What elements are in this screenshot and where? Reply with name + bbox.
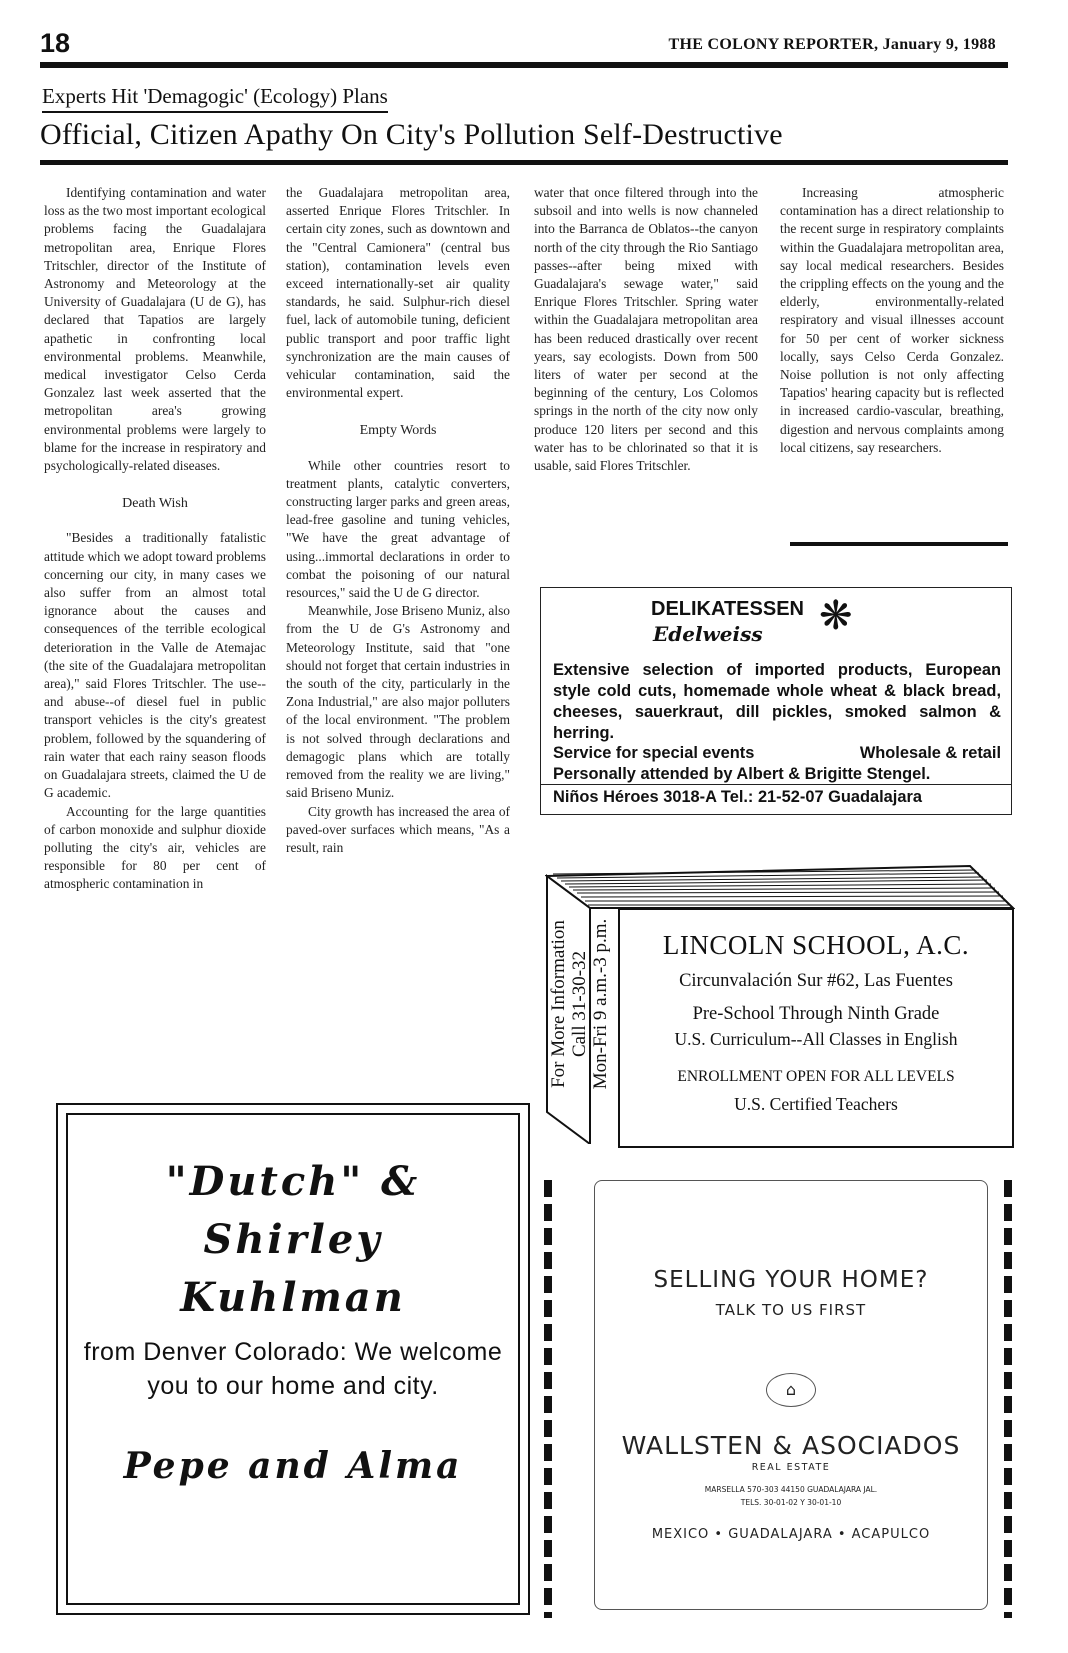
- wallsten-phones: TELS. 30-01-02 Y 30-01-10: [740, 1498, 842, 1507]
- deli-address-row: [553, 788, 1001, 807]
- headline-rule: [40, 160, 1008, 165]
- lincoln-enrollment: ENROLLMENT OPEN FOR ALL LEVELS: [677, 1068, 955, 1085]
- lincoln-contact-side: [548, 888, 616, 1120]
- wallsten-real-estate-ad: [594, 1180, 988, 1610]
- wallsten-name: WALLSTEN & ASOCIADOS: [621, 1431, 961, 1460]
- deli-wholesale: Wholesale & retail: [859, 744, 1001, 762]
- deli-attended: Personally attended by Albert & Brigitte Stengel.: [553, 765, 931, 783]
- deli-address-divider: [541, 784, 1011, 785]
- wallsten-subline: TALK TO US FIRST: [715, 1301, 867, 1319]
- welcome-signature: Pepe and Alma: [123, 1445, 463, 1487]
- lincoln-grades: Pre-School Through Ninth Grade: [692, 1004, 940, 1024]
- welcome-name-line: Kuhlman: [180, 1274, 406, 1321]
- article-headline: Official, Citizen Apathy On City's Pollution Self-Destructive: [40, 118, 783, 151]
- page-number: 18: [40, 28, 71, 58]
- wallsten-tagline: REAL ESTATE: [751, 1462, 831, 1473]
- deli-script-name: Edelweiss: [653, 622, 763, 646]
- lincoln-school-ad: [618, 908, 1014, 1148]
- deli-name: DELIKATESSEN: [651, 598, 804, 620]
- column-end-rule: [790, 542, 1008, 546]
- deli-address: Niños Héroes 3018-A Tel.: 21-52-07 Guadalajara: [553, 788, 922, 806]
- article-paragraph: the Guadalajara metropolitan area, asserted Enrique Flores Tritschler. In certain city zones, such as downtown and the "Central Camionera" (central bus station), contamination levels even exceed internationally-set air quality standards, he said. Sulphur-rich diesel fuel, lack of automobile tuning, deficient public transport and poor traffic light synchronization are the main causes of vehicular contamination, said the environmental expert.: [286, 185, 510, 401]
- subhead-death-wish: Death Wish: [122, 496, 188, 512]
- welcome-name-line: Shirley: [203, 1216, 383, 1263]
- welcome-ad-inner-frame: [66, 1113, 520, 1605]
- masthead-rule: [40, 62, 1008, 68]
- wallsten-logo-icon: ⌂: [766, 1373, 816, 1407]
- lincoln-teachers: U.S. Certified Teachers: [734, 1094, 898, 1114]
- wallsten-address: MARSELLA 570-303 44150 GUADALAJARA JAL.: [704, 1485, 878, 1494]
- lincoln-side-line: Mon-Fri 9 a.m.-3 p.m.: [590, 918, 611, 1090]
- welcome-name-line: "Dutch" &: [165, 1158, 421, 1205]
- welcome-ad: [56, 1103, 530, 1615]
- delikatessen-ad: [540, 587, 1012, 815]
- article-paragraph: Increasing atmospheric contamination has a direct relationship to the recent surge in respiratory complaints within the Guadalajara metropolitan area, say local medical researchers. Besides the crippling effects on the young and the elderly, environmentally-related respiratory and visual illnesses account for 50 per cent of worker sickness locally, says Celso Cerda Gonzalez. Noise pollution is not only affecting Tapatios' hearing capacity but is reflected in increased cardio-vascular, breathing, digestion and nervous complaints among local citizens, say researchers.: [780, 185, 1004, 455]
- article-column-2: [286, 184, 510, 857]
- ad-border-left: [544, 1180, 552, 1618]
- lincoln-side-line: Call 31-30-32: [569, 950, 590, 1058]
- lincoln-curriculum: U.S. Curriculum--All Classes in English: [674, 1029, 958, 1049]
- subhead-empty-words: Empty Words: [359, 423, 437, 439]
- article-paragraph: City growth has increased the area of paved-over surfaces which means, "As a result, rain: [286, 803, 510, 855]
- deli-attended-row: [553, 765, 1001, 784]
- deli-service-row: [553, 744, 1001, 763]
- edelweiss-flower-icon: ❋: [819, 594, 853, 638]
- ad-border-right: [1004, 1180, 1012, 1618]
- deli-description: Extensive selection of imported products, European style cold cuts, homemade whole wheat & black bread, cheeses, sauerkraut, dill pickles, smoked salmon & herring.: [553, 661, 1001, 742]
- article-paragraph: Meanwhile, Jose Briseno Muniz, also from the U de G's Astronomy and Meteorology Institute, said that "one should not forget that certain industries in the south of the city, particularly in the Zona Industrial," are also major polluters of the local environment. "The problem is not solved through declarations and demagogic plans which are totally removed from the reality we are living," said Briseno Muniz.: [286, 603, 510, 801]
- wallsten-headline: SELLING YOUR HOME?: [653, 1267, 929, 1293]
- article-paragraph: While other countries resort to treatment plants, catalytic converters, constructing larger parks and green areas, lead-free gasoline and tuning vehicles, "We have the great advantage of using...immortal declarations in order to combat the poisoning of our natural resources," said the U de G director.: [286, 457, 510, 601]
- article-column-4: [780, 184, 1004, 457]
- welcome-message: from Denver Colorado: We welcome you to our home and city.: [83, 1338, 503, 1400]
- article-paragraph: Identifying contamination and water loss as the two most important ecological problems facing the Guadalajara metropolitan area, Enrique Flores Tritschler, director of the Institute of Astronomy and Meteorology at the University of Guadalajara (U de G), has declared that Tapatios are largely apathetic in confronting local environmental problems. Meanwhile, medical investigator Celso Cerda Gonzalez last week asserted that the metropolitan area's growing environmental problems were largely to blame for the increase in respiratory and psychologically-related diseases.: [44, 185, 266, 474]
- article-paragraph: water that once filtered through into the subsoil and into wells is now channeled into the Barranca de Oblatos--the canyon north of the city through the Rio Santiago passes--after being mixed with Guadalajara's sewage water," said Enrique Flores Tritschler. Spring water within the Guadalajara metropolitan area has been reduced drastically over recent years, say ecologists. Down from 500 liters of water per second at the beginning of the century, Los Colomos springs in the north of the city now only produce 120 liters per second and this water has to be chlorinated so that it is usable, said Flores Tritschler.: [534, 185, 758, 474]
- article-kicker: Experts Hit 'Demagogic' (Ecology) Plans: [42, 84, 388, 113]
- lincoln-side-line: For More Information: [548, 920, 569, 1088]
- article-column-3: [534, 184, 758, 475]
- deli-service: Service for special events: [553, 744, 755, 762]
- article-paragraph: "Besides a traditionally fatalistic attitude which we adopt toward problems concerning our city, in many cases we also suffer from an almost total ignorance about the causes and consequences of the terrible ecological deterioration in the Valle de Atemajac (the site of the Guadalajara metropolitan area)," said Flores Tritschler. The use--and abuse--of diesel fuel in public transport vehicles is the city's greatest problem, followed by the squandering of rain water that each rainy season floods on Guadalajara streets, claimed the U de G academic.: [44, 530, 267, 801]
- article-paragraph: Accounting for the large quantities of carbon monoxide and sulphur dioxide polluting the city's air, vehicles are responsible for 80 per cent of atmospheric contamination in: [44, 803, 266, 892]
- lincoln-name: LINCOLN SCHOOL, A.C.: [662, 930, 970, 960]
- masthead: THE COLONY REPORTER, January 9, 1988: [668, 36, 996, 53]
- lincoln-address: Circunvalación Sur #62, Las Fuentes: [679, 971, 953, 991]
- wallsten-cities: MEXICO • GUADALAJARA • ACAPULCO: [651, 1527, 931, 1542]
- article-column-1: [44, 184, 266, 894]
